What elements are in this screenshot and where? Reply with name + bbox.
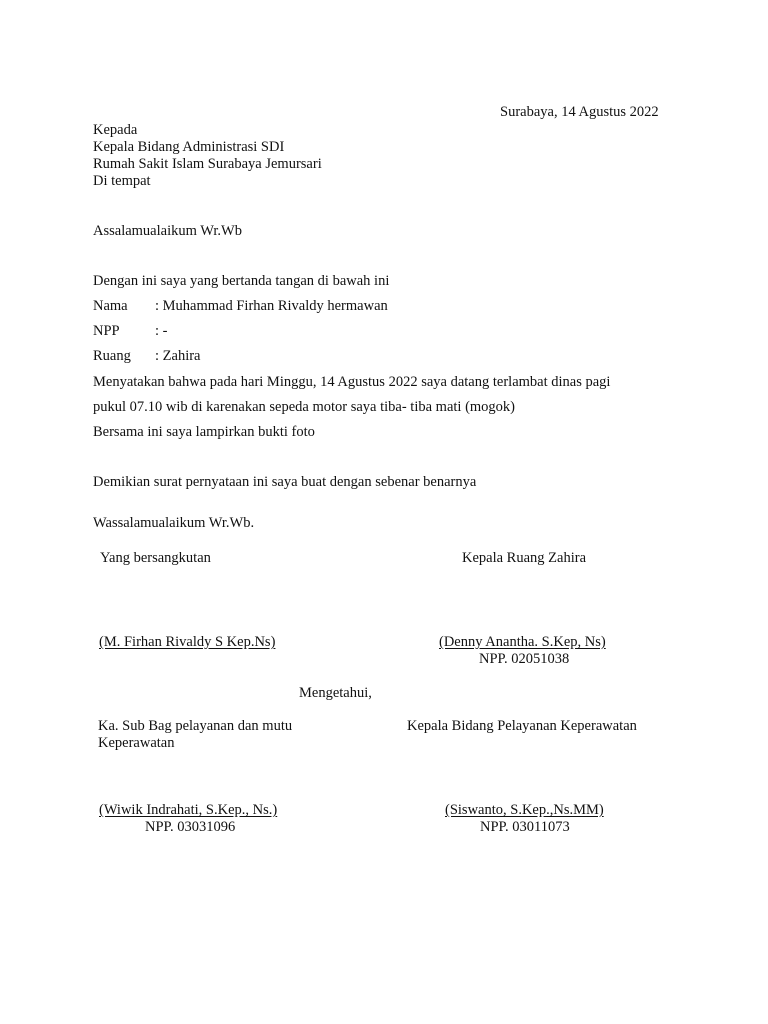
right-signer-npp: NPP. 02051038 — [479, 651, 570, 667]
bottom-right-signer-npp: NPP. 03011073 — [480, 819, 570, 835]
body-line-2: pukul 07.10 wib di karenakan sepeda motor saya tiba- tiba mati (mogok) — [93, 399, 516, 415]
bottom-left-signer-npp: NPP. 03031096 — [145, 819, 236, 835]
body-line-1: Menyatakan bahwa pada hari Minggu, 14 Agustus 2022 saya datang terlambat dinas pagi — [93, 374, 611, 390]
npp-label: NPP — [93, 323, 120, 339]
npp-value: : - — [155, 323, 168, 339]
left-signer-name: (M. Firhan Rivaldy S Kep.Ns) — [99, 634, 276, 650]
room-value: : Zahira — [155, 348, 201, 364]
recipient-line-2: Kepala Bidang Administrasi SDI — [93, 139, 285, 155]
recipient-line-1: Kepada — [93, 122, 138, 138]
bottom-left-title-2: Keperawatan — [98, 735, 175, 751]
bottom-right-signer-name: (Siswanto, S.Kep.,Ns.MM) — [445, 802, 604, 818]
right-signer-name: (Denny Anantha. S.Kep, Ns) — [439, 634, 606, 650]
greeting: Assalamualaikum Wr.Wb — [93, 223, 242, 239]
place-date: Surabaya, 14 Agustus 2022 — [500, 104, 659, 120]
right-signer-title: Kepala Ruang Zahira — [462, 550, 587, 566]
bottom-right-title: Kepala Bidang Pelayanan Keperawatan — [407, 718, 637, 734]
identity-npp-row — [93, 323, 167, 340]
name-value: : Muhammad Firhan Rivaldy hermawan — [155, 298, 388, 314]
name-label: Nama — [93, 298, 128, 314]
recipient-line-4: Di tempat — [93, 173, 151, 189]
left-signer-title: Yang bersangkutan — [100, 550, 211, 566]
intro-text: Dengan ini saya yang bertanda tangan di bawah ini — [93, 273, 390, 289]
farewell: Wassalamualaikum Wr.Wb. — [93, 515, 255, 531]
bottom-left-title-1: Ka. Sub Bag pelayanan dan mutu — [98, 718, 293, 734]
identity-room-row — [93, 348, 201, 365]
recipient-line-3: Rumah Sakit Islam Surabaya Jemursari — [93, 156, 322, 172]
room-label: Ruang — [93, 348, 131, 364]
bottom-left-signer-name: (Wiwik Indrahati, S.Kep., Ns.) — [99, 802, 278, 818]
closing-text: Demikian surat pernyataan ini saya buat dengan sebenar benarnya — [93, 474, 477, 490]
body-line-3: Bersama ini saya lampirkan bukti foto — [93, 424, 315, 440]
acknowledged-label: Mengetahui, — [299, 685, 372, 701]
identity-name-row — [93, 298, 388, 315]
